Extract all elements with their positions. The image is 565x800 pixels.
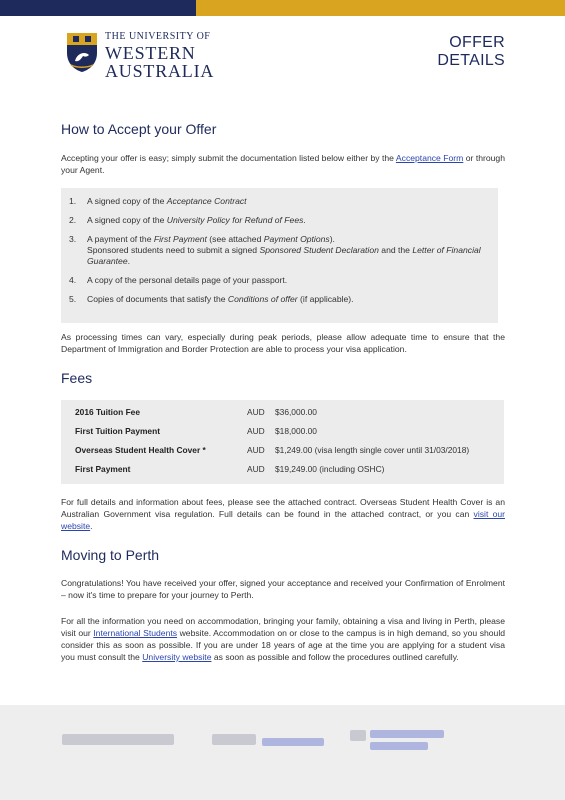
- accept-intro-text-end: or through your Agent.: [61, 153, 505, 175]
- step-text-end: ).: [329, 234, 335, 244]
- step-text-emphasis-2: Payment Options: [263, 234, 330, 244]
- step-text-emphasis: University Policy for Refund of Fees: [166, 215, 304, 225]
- step-number: 5.: [69, 294, 77, 304]
- logo-line-2: WESTERN: [105, 43, 196, 63]
- fee-label: First Tuition Payment: [75, 426, 160, 436]
- logo-line-1: THE UNIVERSITY OF: [105, 31, 211, 42]
- fee-row: [75, 461, 500, 477]
- step-text-emphasis: Acceptance Contract: [166, 196, 247, 206]
- step-item: [69, 196, 494, 207]
- footer-redacted-link: [262, 738, 324, 746]
- fees-details-text: For full details and information about fees, please see the attached contract. Overseas Student Health Cover is an Australian Government visa regulation. Full details can be found in the attached contract, or you can: [61, 497, 505, 519]
- step-text-plain: A payment of the: [87, 234, 154, 244]
- step-text-end: (if applicable).: [297, 294, 354, 304]
- accept-intro-text: Accepting your offer is easy; simply submit the documentation listed below either by the: [61, 153, 396, 163]
- step-text: A copy of the personal details page of your passport.: [87, 275, 288, 285]
- step-number: 3.: [69, 234, 77, 244]
- step-text: [87, 234, 494, 267]
- fees-details-end: .: [90, 521, 93, 531]
- document-title-line-2: DETAILS: [437, 52, 505, 69]
- fee-currency: AUD: [247, 407, 265, 417]
- step-sub-text: Sponsored students need to submit a signed: [87, 245, 260, 255]
- acceptance-steps-panel: [61, 188, 498, 323]
- step-text-middle: (see attached: [206, 234, 264, 244]
- step-text: [87, 294, 494, 305]
- fees-details: [61, 496, 505, 532]
- processing-note: As processing times can vary, especially during peak periods, please allow adequate time to ensure that the Department of Immigration and Border Protection are able to process your visa application.: [61, 332, 505, 354]
- top-color-bar: [0, 0, 565, 16]
- fee-label: Overseas Student Health Cover *: [75, 445, 206, 455]
- university-website-link[interactable]: University website: [142, 652, 212, 662]
- top-bar-gold: [196, 0, 565, 16]
- fee-row: [75, 423, 500, 439]
- acceptance-form-link[interactable]: Acceptance Form: [395, 153, 464, 163]
- step-sub-end: .: [127, 256, 131, 266]
- fee-row: [75, 404, 500, 420]
- footer: [0, 705, 565, 800]
- document-title-line-1: OFFER: [449, 34, 505, 51]
- step-text-plain: A signed copy of the: [87, 196, 167, 206]
- step-sub-emphasis-2: Letter of Financial Guarantee: [87, 245, 481, 266]
- fee-amount: $18,000.00: [275, 426, 317, 436]
- perth-congrats: Congratulations! You have received your offer, signed your acceptance and received your Confirmation of Enrolment – now it's time to prepare for your journey to Perth.: [61, 578, 505, 600]
- step-text-plain: A signed copy of the: [87, 215, 167, 225]
- accept-heading: How to Accept your Offer: [61, 121, 217, 137]
- step-number: 1.: [69, 196, 77, 206]
- fee-currency: AUD: [247, 426, 265, 436]
- step-number: 2.: [69, 215, 77, 225]
- fees-heading: Fees: [61, 370, 93, 386]
- footer-redacted-link: [370, 742, 428, 750]
- fee-label: First Payment: [75, 464, 131, 474]
- perth-heading: Moving to Perth: [61, 547, 160, 563]
- footer-redacted-block: [62, 734, 174, 745]
- perth-info-end: as soon as possible and follow the procedures outlined carefully.: [211, 652, 459, 662]
- footer-redacted-block: [212, 734, 256, 745]
- fee-row: [75, 442, 500, 458]
- fees-website-link[interactable]: visit our website: [61, 509, 506, 531]
- step-text: [87, 196, 494, 207]
- document-title: [437, 34, 505, 70]
- step-text-emphasis: First Payment: [153, 234, 207, 244]
- accept-intro: [61, 152, 505, 176]
- step-item: [69, 215, 494, 226]
- step-sub-emphasis: Sponsored Student Declaration: [259, 245, 379, 255]
- step-sub-middle: and the: [378, 245, 413, 255]
- step-text: [87, 215, 494, 226]
- footer-redacted-block: [350, 730, 366, 741]
- perth-info-text: For all the information you need on accommodation, bringing your family, obtaining a visa and living in Perth, please visit our: [61, 616, 505, 638]
- step-item: [69, 275, 494, 286]
- step-text-emphasis: Conditions of offer: [227, 294, 298, 304]
- acceptance-steps-list: [69, 196, 494, 313]
- university-logo: [65, 31, 214, 80]
- step-text-end: .: [303, 215, 306, 225]
- top-bar-navy: [0, 0, 196, 16]
- fees-table: [61, 400, 504, 484]
- step-item: [69, 234, 494, 267]
- fee-amount: $19,249.00 (including OSHC): [275, 464, 385, 474]
- fee-currency: AUD: [247, 464, 265, 474]
- perth-info: [61, 615, 505, 663]
- fee-amount: $1,249.00 (visa length single cover until 31/03/2018): [275, 445, 470, 455]
- international-students-link[interactable]: International Students: [93, 628, 178, 638]
- perth-info-middle: website. Accommodation on or close to the campus is in high demand, so you should consider this as soon as possible. If you are under 18 years of age at the time you are applying for a student visa you must consult the: [61, 628, 506, 662]
- fee-amount: $36,000.00: [275, 407, 317, 417]
- crest-icon: [65, 31, 99, 73]
- footer-redacted-link: [370, 730, 444, 738]
- logo-line-3: AUSTRALIA: [105, 61, 215, 81]
- step-text-plain: Copies of documents that satisfy the: [87, 294, 228, 304]
- step-number: 4.: [69, 275, 77, 285]
- fee-label: 2016 Tuition Fee: [75, 407, 140, 417]
- step-item: [69, 294, 494, 305]
- fee-currency: AUD: [247, 445, 265, 455]
